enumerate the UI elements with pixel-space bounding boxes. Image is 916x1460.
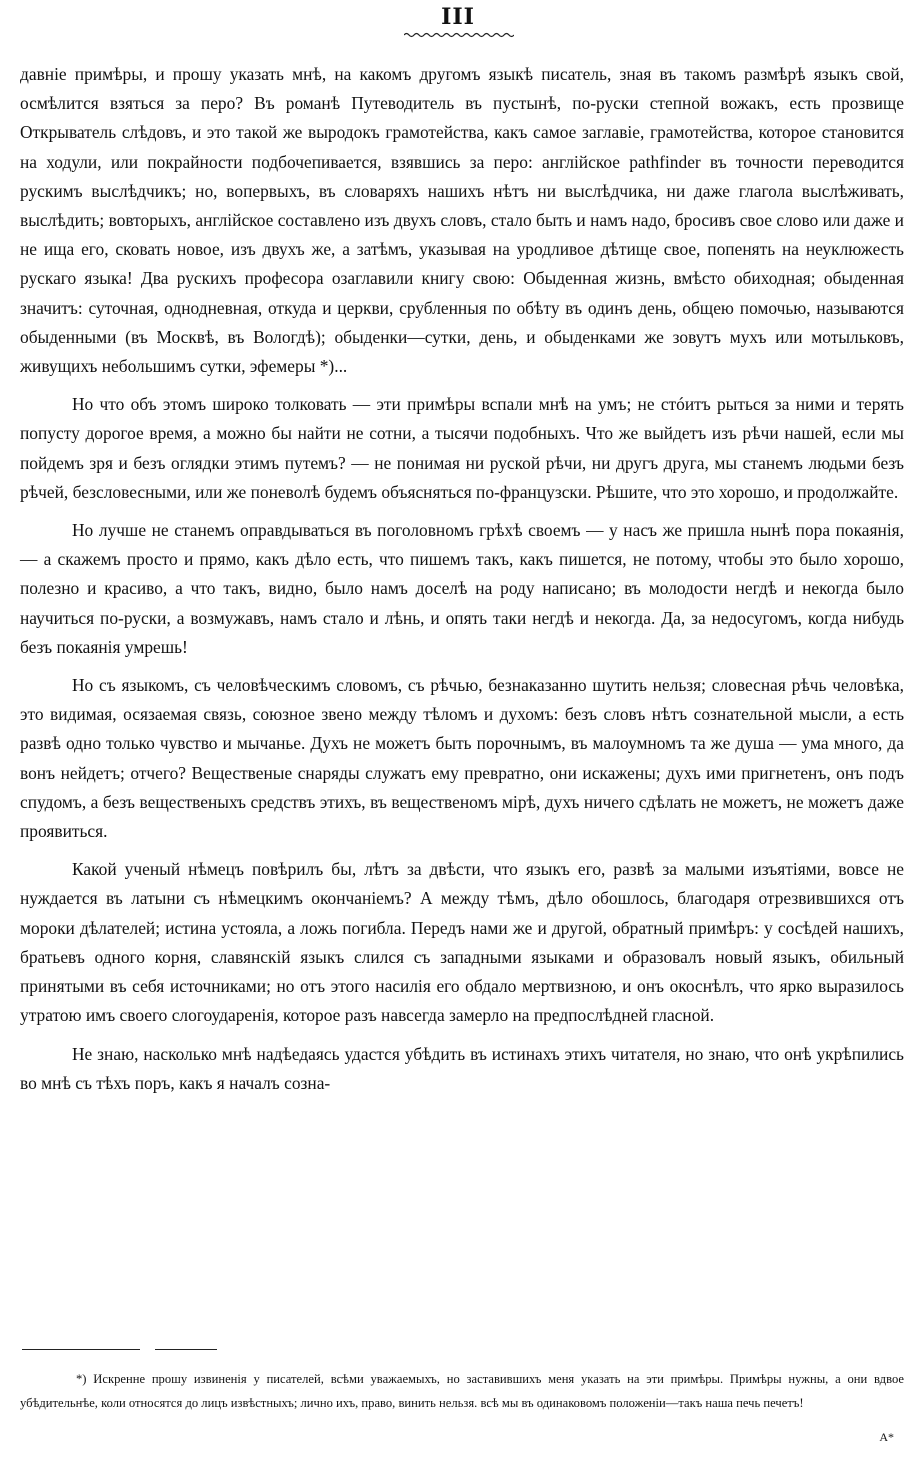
footnote: *) Искренне прошу извиненія у писателей, всѣми уважаемыхъ, но заставившихъ меня указать на эти примѣры. Примѣры нужны, а они вдвое убѣдительнѣе, коли относятся до лицъ извѣстныхъ; лично ихъ, право, винить нельзя. всѣ мы въ одинаковомъ положеніи—такъ наша печь печетъ! [20,1372,904,1410]
page-body [20,60,904,1107]
paragraph-4: Но съ языкомъ, съ человѣческимъ словомъ, съ рѣчью, безнаказанно шутить нельзя; словесная рѣчь человѣка, это видимая, осязаемая связь, союзное звено между тѣломъ и духомъ: безъ словъ нѣтъ сознательной мысли, а есть развѣ одно только чувство и мычанье. Духъ не можетъ быть порочнымъ, въ малоумномъ та же душа — ума много, да вонъ нейдетъ; отчего? Вещественые снаряды служатъ ему превратно, они искажены; духъ ими пригнетенъ, онъ подъ спудомъ, а безъ вещественыхъ средствъ этихъ, въ вещественомъ мірѣ, духъ ничего сдѣлать не можетъ, не можетъ даже проявиться. [20,675,904,842]
paragraph-3: Но лучше не станемъ оправдываться въ поголовномъ грѣхѣ своемъ — у насъ же пришла нынѣ пора покаянія, — а скажемъ просто и прямо, какъ дѣло есть, что пишемъ такъ, какъ пишется, не потому, чтобы это было хорошо, полезно и красиво, а что такъ, видно, было намъ доселѣ на роду написано; въ молодости негдѣ и некогда было научиться по-руски, а возмужавъ, намъ стало и лѣнь, и опять таки негдѣ и некогда. Да, за недосугомъ, когда нибудь безъ покаянія умрешь! [20,520,904,657]
signature-mark: А* [879,1430,894,1444]
paragraph-2: Но что объ этомъ широко толковать — эти примѣры вспали мнѣ на умъ; не стóитъ рыться за ними и терять попусту дорогое время, а можно бы найти не сотни, а тысячи подобныхъ. Что же выйдетъ изъ рѣчи нашей, если мы пойдемъ зря и безъ оглядки этимъ путемъ? — не понимая ни руской рѣчи, ни другъ друга, мы станемъ людьми безъ рѣчей, безсловесными, или же поневолѣ будемъ объясняться по-французски. Рѣшите, что это хорошо, и продолжайте. [20,394,904,502]
paragraph-1: давніе примѣры, и прошу указать мнѣ, на какомъ другомъ языкѣ писатель, зная въ такомъ размѣрѣ языкъ свой, осмѣлится взяться за перо? Въ романѣ Путеводитель въ пустынѣ, по-руски степной вожакъ, есть прозвище Открыватель слѣдовъ, и это такой же выродокъ грамотейства, какъ самое заглавіе, грамотейства, которое становится на ходули, или покрайности подбочепивается, взявшись за перо: англійское pathfinder въ точности переводится рускимъ выслѣдчикъ; но, вопервыхъ, въ словаряхъ нашихъ нѣтъ ни выслѣдчика, ни даже глагола выслѣживать, выслѣдить; вовторыхъ, англійское составлено изъ двухъ словъ, стало быть и намъ надо, бросивъ свое слово или даже и не ища его, сковать новое, изъ двухъ же, а затѣмъ, указывая на уродливое дѣтище свое, попенять на неуклюжесть рускаго языка! Два рускихъ професора озаглавили книгу свою: Обыденная жизнь, вмѣсто обиходная; обыденная значитъ: суточная, однодневная, откуда и церкви, срубленныя по обѣту въ одинъ день, общею помочью, называются обыденными (въ Москвѣ, въ Вологдѣ); обыденки—сутки, день, и обыденками же зовутъ мухъ или мотыльковъ, живущихъ небольшимъ сутки, эфемеры *)... [20,64,904,377]
paragraph-5: Какой ученый нѣмецъ повѣрилъ бы, лѣтъ за двѣсти, что языкъ его, развѣ за малыми изъятіями, вовсе не нуждается въ латыни съ нѣмецкимъ окончаніемъ? А между тѣмъ, дѣло обошлось, благодаря отрезвившихся отъ мороки дѣлателей; истина устояла, а ложь погибла. Передъ нами же и другой, обратный примѣръ: у сосѣдей нашихъ, братьевъ одного корня, славянскій языкъ слился съ западными языками и образовалъ новый языкъ, обильный принятыми въ себя источниками; но отъ этого насилія его обдало мертвизною, и онъ окоснѣлъ, что ярко выразилось утратою имъ своего слогоударенія, которое разъ навсегда замерло на предпослѣдней гласной. [20,859,904,1026]
footnote-rule [22,1349,140,1350]
paragraph-6: Не знаю, насколько мнѣ надѣедаясь удастся убѣдить въ истинахъ этихъ читателя, но знаю, что онѣ укрѣпились во мнѣ съ тѣхъ поръ, какъ я началъ созна- [20,1043,904,1093]
footnote-rule-short [155,1349,217,1350]
page-number: III [441,4,475,30]
ornamental-rule [404,32,514,38]
